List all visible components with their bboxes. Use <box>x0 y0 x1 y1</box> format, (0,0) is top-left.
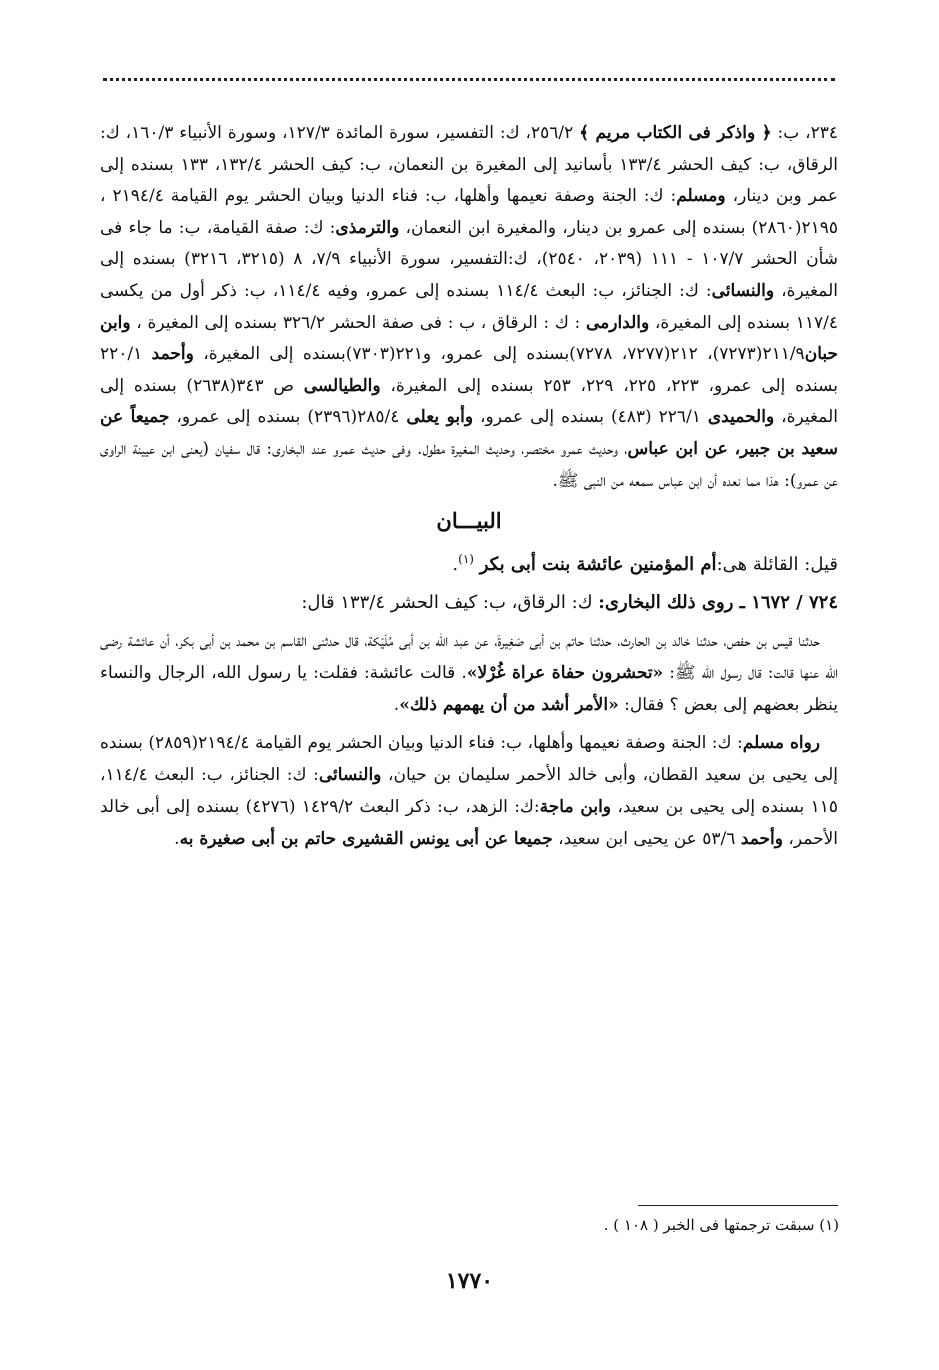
text-segment: : ك: صفة القيامة، ب: ما جاء فى شأن الحشر ١٠٧/٧ - ١١١ (٢٠٣٩، ٢٥٤٠)، ك:التفسير، سورة الأنبياء ٧/٩، ٨ (٣٢١٥، ٣٢١٦) بسنده إلى المغيرة، <box>100 217 839 301</box>
footnote: (١) سبقت ترجمتها فى الخبر ( ١٠٨ ) . <box>603 1216 839 1234</box>
hadith-number-line <box>100 585 838 621</box>
text-segment: ٢٢٦/١ (٤٨٣) بسنده إلى عمرو، <box>473 407 708 428</box>
text-segment: حدثنا قيس بن حفص، حدثنا خالد بن الحارث، حدثنا حاتم بن أبى صَغِيرةَ، عن عبد الله بن أبى مُلَيْكة، قال حدثنى القاسم بن محمد بن أبى بكر، أن عائشة رضى الله عنها قالت: قال رسول الله ﷺ: <box>100 631 839 684</box>
bold-segment: ﴿ واذكر فى الكتاب مريم ﴾ <box>579 123 772 143</box>
text-segment: . قالت عائشة: فقلت: يا رسول الله، الرجال والنساء ينظر بعضهم إلى بعض ؟ فقال: <box>100 663 838 716</box>
text-segment: :ك: الزهد، ب: ذكر البعث ١٤٢٩/٢ (٤٢٧٦) بسنده إلى أبى خالد الأحمر، <box>100 797 838 850</box>
text-segment: ٢٥٦/٢، ك: التفسير، سورة المائدة ١٢٧/٣، وسورة الأنبياء ١٦٠/٣، ك: الرقاق، ب: كيف الحشر ١٣٣/٤ بأسانيد إلى المغيرة بن النعمان، ب: كيف الحشر ١٣٢/٤، ١٣٣ بسنده إلى عمر وبن دينار، <box>100 123 839 207</box>
text-segment: ٥٣/٦ عن يحيى ابن سعيد، <box>552 829 741 850</box>
speaker-end: . <box>452 554 459 576</box>
text-segment: : ك: الجنة وصفة نعيمها وأهلها، ب: فناء الدنيا وبيان الحشر يوم القيامة ٢١٩٤/٤(٢٨٥٩) بسنده إلى يحيى بن سعيد القطان، وأبى خالد الأحمر سليمان بن حيان، <box>100 733 838 786</box>
page-number: ١٧٧٠ <box>445 1268 494 1294</box>
bold-segment: والطيالسى <box>303 375 381 396</box>
text-segment: : ك: الجنائز، ب: البعث ١١٤/٤، ١١٥ بسنده إلى يحيى بن سعيد، <box>100 765 838 818</box>
text-segment: ٢٢٠/١ بسنده إلى عمرو، ٢٢٣، ٢٢٥، ٢٢٩، ٢٥٣ بسنده إلى المغيرة، <box>100 344 839 396</box>
hadith-source: ك: الرقاق، ب: كيف الحشر ١٣٣/٤ قال: <box>301 592 599 614</box>
page-body <box>100 118 838 861</box>
text-segment: ، وحديث عمرو مختصر، وحديث المغيرة مطول. وفى حديث عمرو عند البخارى: قال سفيان (يعنى ابن عيينة الراوى عن عمرو): هذا مما نعده أن ابن عباس سمعه من النبى ﷺ. <box>100 438 838 491</box>
text-segment: ٢٨٥/٤(٢٣٩٦) بسنده إلى عمرو، <box>169 407 407 428</box>
section-heading: البيـــان <box>436 508 502 534</box>
bold-segment: جميعاً عن سعيد بن جبير، عن ابن عباس <box>100 407 838 459</box>
bold-segment: والحميدى <box>707 407 775 428</box>
text-segment: ص ٣٤٣(٢٦٣٨) بسنده إلى المغيرة، <box>100 375 838 428</box>
bold-segment: وابن حبان <box>100 312 839 365</box>
footnote-rule <box>638 1205 838 1206</box>
text-segment: : ك : الرقاق ، ب : فى صفة الحشر ٣٢٦/٢ بسنده إلى المغيرة ، <box>130 312 586 333</box>
bold-segment: وابن ماجة <box>539 797 612 818</box>
text-segment: . <box>393 695 400 716</box>
bold-segment: «تحشرون حفاة عراة غُرْلا» <box>466 663 664 684</box>
text-segment: : ك: الجنة وصفة نعيمها وأهلها، ب: فناء الدنيا وبيان الحشر يوم القيامة ٢١٩٤/٤ ، ٢١٩٥(٢٨٦٠) بسنده إلى عمرو بن دينار، والمغيرة ابن النعمان، <box>100 186 838 238</box>
bold-segment: والدارمى <box>585 312 650 333</box>
text-segment: ٢١١/٩(٧٢٧٣)، ٢١٢(٧٢٧٧، ٧٢٧٨)بسنده إلى عمرو، و٢٢١(٧٣٠٣)بسنده إلى المغيرة، <box>193 344 805 365</box>
bold-segment: رواه مسلم <box>742 733 820 754</box>
riwayah-paragraph <box>100 727 838 855</box>
speaker-prefix: قيل: القائلة هى: <box>716 554 838 576</box>
hadith-text <box>100 625 838 721</box>
speaker-name: أم المؤمنين عائشة بنت أبى بكر <box>479 554 717 576</box>
bold-segment: «الأمر أشد من أن يهمهم ذلك» <box>399 695 619 716</box>
hadith-number: ٧٢٤ / ١٦٧٢ ـ روى ذلك البخارى: <box>598 592 838 614</box>
bold-segment: والترمذى <box>335 217 400 238</box>
speaker-line <box>100 541 838 583</box>
footnote-ref: (١) <box>458 552 474 567</box>
bold-segment: وأبو يعلى <box>406 407 474 428</box>
text-segment: ٢٣٤، ب: <box>771 123 838 143</box>
bold-segment: وأحمد <box>740 829 783 850</box>
takhrij-paragraph <box>100 118 838 497</box>
bold-segment: وأحمد <box>151 344 194 365</box>
bold-segment: جميعا عن أبى يونس القشيرى حاتم بن أبى صغيرة به <box>179 829 553 850</box>
bold-segment: ومسلم <box>676 186 726 207</box>
dotted-separator <box>103 78 835 81</box>
text-segment: . <box>174 829 180 850</box>
bold-segment: والنسائى <box>711 280 775 301</box>
bold-segment: والنسائى <box>318 765 382 786</box>
text-segment: : ك: الجنائز، ب: البعث ١١٤/٤ بسنده إلى عمرو، وفيه ١١٤/٤، ب: ذكر أول من يكسى ١١٧/٤ بسنده إلى المغيرة، <box>100 280 838 333</box>
